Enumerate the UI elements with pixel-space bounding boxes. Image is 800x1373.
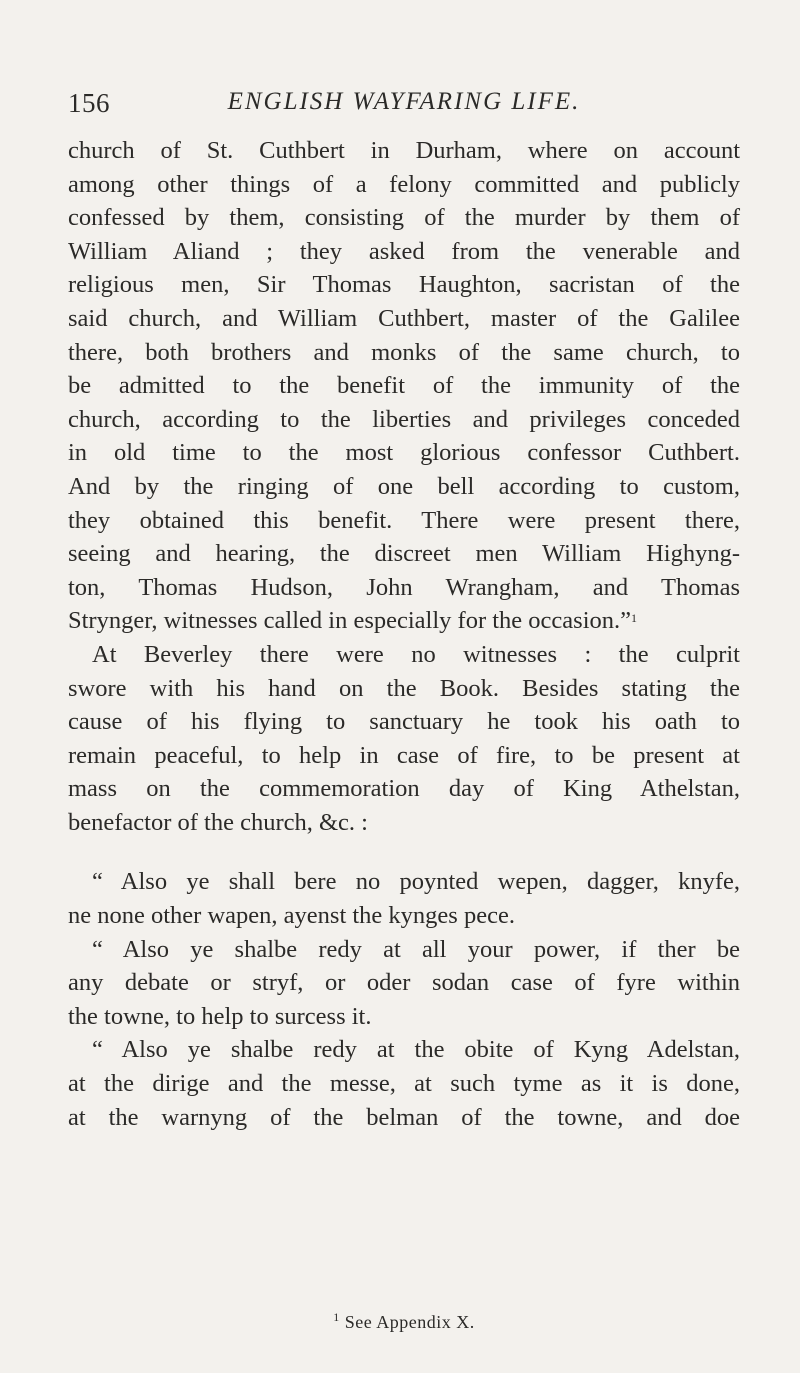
text-line: remain peaceful, to help in case of fire, to be present at xyxy=(68,741,740,769)
text-line: be admitted to the benefit of the immunity of the xyxy=(68,372,740,400)
paragraph-beverley xyxy=(68,638,740,840)
text-line: there, both brothers and monks of the same church, to xyxy=(68,338,740,366)
text-line: at the warnyng of the belman of the towne, and doe xyxy=(68,1103,740,1131)
line-text: “ Also ye shalbe redy at the obite of Kyng Adelstan, xyxy=(92,1036,740,1064)
text-line xyxy=(68,638,740,672)
text-line xyxy=(68,865,740,899)
text-line: swore with his hand on the Book. Besides stating the xyxy=(68,674,740,702)
text-line xyxy=(68,933,740,967)
text-line: among other things of a felony committed and publicly xyxy=(68,170,740,198)
line-text: At Beverley there were no witnesses : the culprit xyxy=(92,640,740,668)
text-line: seeing and hearing, the discreet men William Highyng- xyxy=(68,540,740,568)
text-line: religious men, Sir Thomas Haughton, sacristan of the xyxy=(68,271,740,299)
text-line: church of St. Cuthbert in Durham, where on account xyxy=(68,137,740,164)
line-text: “ Also ye shall bere no poynted wepen, dagger, knyfe, xyxy=(92,868,740,896)
line-text: Strynger, witnesses called in especially for the occasion.” xyxy=(68,607,632,635)
text-line: And by the ringing of one bell according to custom, xyxy=(68,472,740,500)
text-line: benefactor of the church, &c. : xyxy=(68,808,368,836)
text-line: they obtained this benefit. There were present there, xyxy=(68,506,740,534)
line-text: “ Also ye shalbe redy at all your power, if ther be xyxy=(92,935,740,963)
running-title: ENGLISH WAYFARING LIFE. xyxy=(227,88,581,115)
body-text xyxy=(68,134,740,1134)
footnote xyxy=(68,1312,740,1333)
text-line: cause of his flying to sanctuary he took his oath to xyxy=(68,708,740,736)
text-line: said church, and William Cuthbert, master of the Galilee xyxy=(68,304,740,332)
text-line: William Aliand ; they asked from the venerable and xyxy=(68,237,740,265)
text-line: church, according to the liberties and privileges conceded xyxy=(68,405,740,433)
paragraph-sanctuary-record xyxy=(68,134,740,638)
running-head xyxy=(68,88,740,128)
text-line: any debate or stryf, or oder sodan case of fyre within xyxy=(68,969,740,997)
page-number: 156 xyxy=(68,88,110,118)
text-line: at the dirige and the messe, at such tyme as it is done, xyxy=(68,1070,740,1098)
text-line: mass on the commemoration day of King Athelstan, xyxy=(68,775,740,803)
text-line xyxy=(68,1033,740,1067)
footnote-text: See Appendix X. xyxy=(344,1312,475,1332)
oath-quotation xyxy=(68,865,740,1134)
text-line: the towne, to help to surcess it. xyxy=(68,1002,372,1030)
text-line: ton, Thomas Hudson, John Wrangham, and Thomas xyxy=(68,573,740,601)
footnote-reference: 1 xyxy=(631,611,638,626)
text-line: confessed by them, consisting of the murder by them of xyxy=(68,204,740,232)
text-line: ne none other wapen, ayenst the kynges pece. xyxy=(68,902,515,930)
footnote-marker: 1 xyxy=(333,1310,340,1324)
text-line: in old time to the most glorious confessor Cuthbert. xyxy=(68,439,740,467)
text-line xyxy=(68,604,740,638)
paragraph-gap xyxy=(68,839,740,865)
